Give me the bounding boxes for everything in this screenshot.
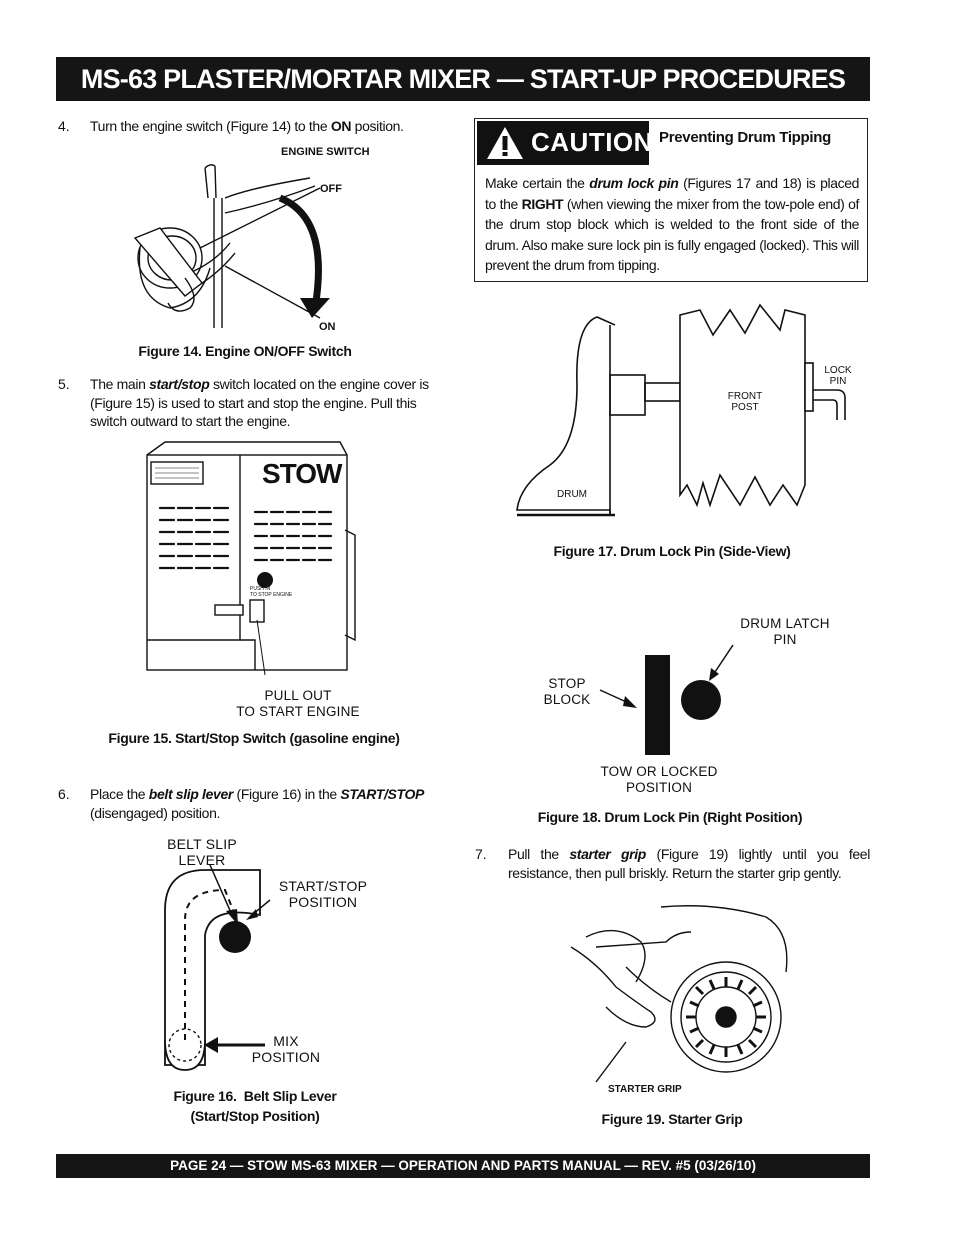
page-footer: PAGE 24 — STOW MS-63 MIXER — OPERATION AND PARTS MANUAL — REV. #5 (03/26/10) (56, 1154, 870, 1178)
pull-out-label: PULL OUT TO START ENGINE (236, 688, 360, 719)
stop-block-label: STOP BLOCK (543, 676, 591, 707)
figure-14-caption: Figure 14. Engine ON/OFF Switch (138, 343, 352, 359)
engine-switch-label: ENGINE SWITCH (281, 146, 370, 158)
drum-lock-pin-right-position (595, 640, 755, 760)
starter-grip-illustration (566, 902, 796, 1082)
figure-15-caption: Figure 15. Start/Stop Switch (gasoline engine) (108, 730, 400, 746)
step-7-number: 7. (475, 846, 487, 862)
figure-17-caption: Figure 17. Drum Lock Pin (Side-View) (553, 543, 791, 559)
step-6-number: 6. (58, 786, 70, 802)
belt-slip-lever-diagram (160, 865, 280, 1075)
figure-16-caption: Figure 16. Belt Slip Lever (Start/Stop Position) (173, 1088, 337, 1124)
step-7-text: Pull the starter grip (Figure 19) lightly until you feel resistance, then pull briskly. Return the starter grip gently. (508, 846, 871, 881)
lock-pin-label: LOCK PIN (824, 365, 852, 387)
off-label: OFF (320, 183, 342, 195)
drum-latch-pin-label: DRUM LATCH PIN (740, 616, 830, 647)
caution-title: Preventing Drum Tipping (659, 129, 832, 146)
step-5-number: 5. (58, 376, 70, 392)
figure-18-caption: Figure 18. Drum Lock Pin (Right Position) (537, 809, 803, 825)
caution-badge (477, 121, 653, 165)
caution-box (474, 118, 868, 282)
caution-text: Make certain the drum lock pin (Figures 17 and 18) is placed to the RIGHT (when viewing the mixer from the tow-pole end) of the drum stop block which is welded to the front side of the drum. Also make sure lock pin is fully engaged (locked). This will prevent the drum from tipping. (485, 175, 859, 273)
engine-switch-illustration (130, 158, 360, 333)
tow-position-label: TOW OR LOCKED POSITION (600, 764, 718, 795)
belt-slip-lever-label: BELT SLIP LEVER (167, 836, 237, 868)
on-label: ON (319, 321, 336, 333)
starter-grip-label: STARTER GRIP (608, 1084, 682, 1095)
stow-logo: STOW (262, 458, 342, 489)
step-5-text: The main start/stop switch located on the engine cover is (Figure 15) is used to start and stop the engine. Pull this switch outward to start the engine. (90, 376, 429, 429)
start-stop-position-label: START/STOP POSITION (278, 878, 368, 910)
exclamation-icon (485, 125, 525, 161)
push-in-label: PUSH IN TO STOP ENGINE (250, 586, 293, 598)
step-4-number: 4. (58, 118, 70, 134)
page-title: MS-63 PLASTER/MORTAR MIXER — START-UP PROCEDURES (56, 57, 870, 101)
caution-label: CAUTION (531, 127, 653, 157)
mix-position-label: MIX POSITION (251, 1033, 321, 1065)
figure-19-caption: Figure 19. Starter Grip (601, 1111, 743, 1127)
drum-label: DRUM (557, 489, 587, 500)
step-6-text: Place the belt slip lever (Figure 16) in the START/STOP (disengaged) position. (90, 786, 425, 821)
step-4-text: Turn the engine switch (Figure 14) to the ON position. (90, 118, 404, 134)
front-post-label: FRONT POST (727, 391, 763, 413)
